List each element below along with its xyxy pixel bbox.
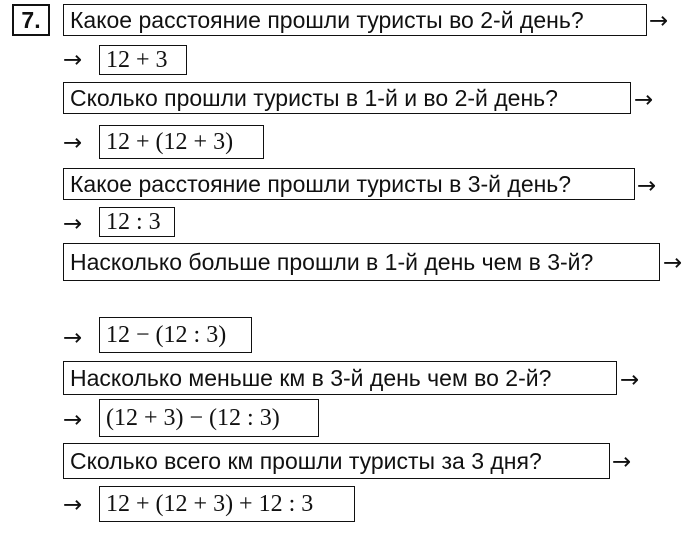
arrow-icon: →	[63, 407, 83, 433]
arrow-icon: →	[612, 449, 632, 475]
question-text-5: Насколько меньше км в 3-й день чем во 2-й?	[70, 364, 552, 391]
expression-text-1: 12 + 3	[106, 47, 168, 73]
arrow-icon: →	[649, 8, 669, 34]
expression-text-5: (12 + 3) − (12 : 3)	[106, 405, 280, 431]
expression-box-4	[99, 317, 252, 353]
question-box-2	[63, 82, 631, 114]
question-box-6	[63, 443, 610, 479]
expression-box-3	[99, 207, 175, 237]
arrow-icon: →	[63, 47, 83, 73]
expression-text-3: 12 : 3	[106, 209, 161, 235]
expression-box-6	[99, 486, 355, 522]
expression-box-1	[99, 45, 187, 75]
arrow-icon: →	[634, 87, 654, 113]
question-box-5	[63, 361, 617, 395]
expression-box-2	[99, 125, 264, 159]
arrow-icon: →	[663, 250, 683, 276]
question-box-3	[63, 168, 635, 200]
question-text-1: Какое расстояние прошли туристы во 2-й день?	[70, 6, 584, 33]
expression-text-6: 12 + (12 + 3) + 12 : 3	[106, 491, 314, 517]
arrow-icon: →	[63, 211, 83, 237]
expression-text-4: 12 − (12 : 3)	[106, 322, 227, 348]
task-number: 7.	[12, 4, 50, 36]
arrow-icon: →	[63, 130, 83, 156]
question-text-6: Сколько всего км прошли туристы за 3 дня?	[70, 447, 542, 474]
arrow-icon: →	[620, 367, 640, 393]
arrow-icon: →	[637, 173, 657, 199]
question-text-3: Какое расстояние прошли туристы в 3-й день?	[70, 170, 572, 197]
expression-box-5	[99, 399, 319, 437]
question-text-2: Сколько прошли туристы в 1-й и во 2-й день?	[70, 84, 558, 111]
arrow-icon: →	[63, 492, 83, 518]
arrow-icon: →	[63, 325, 83, 351]
question-text-4: Насколько больше прошли в 1-й день чем в 3-й?	[70, 248, 594, 275]
expression-text-2: 12 + (12 + 3)	[106, 129, 234, 155]
question-box-4	[63, 243, 660, 281]
question-box-1	[63, 4, 647, 36]
